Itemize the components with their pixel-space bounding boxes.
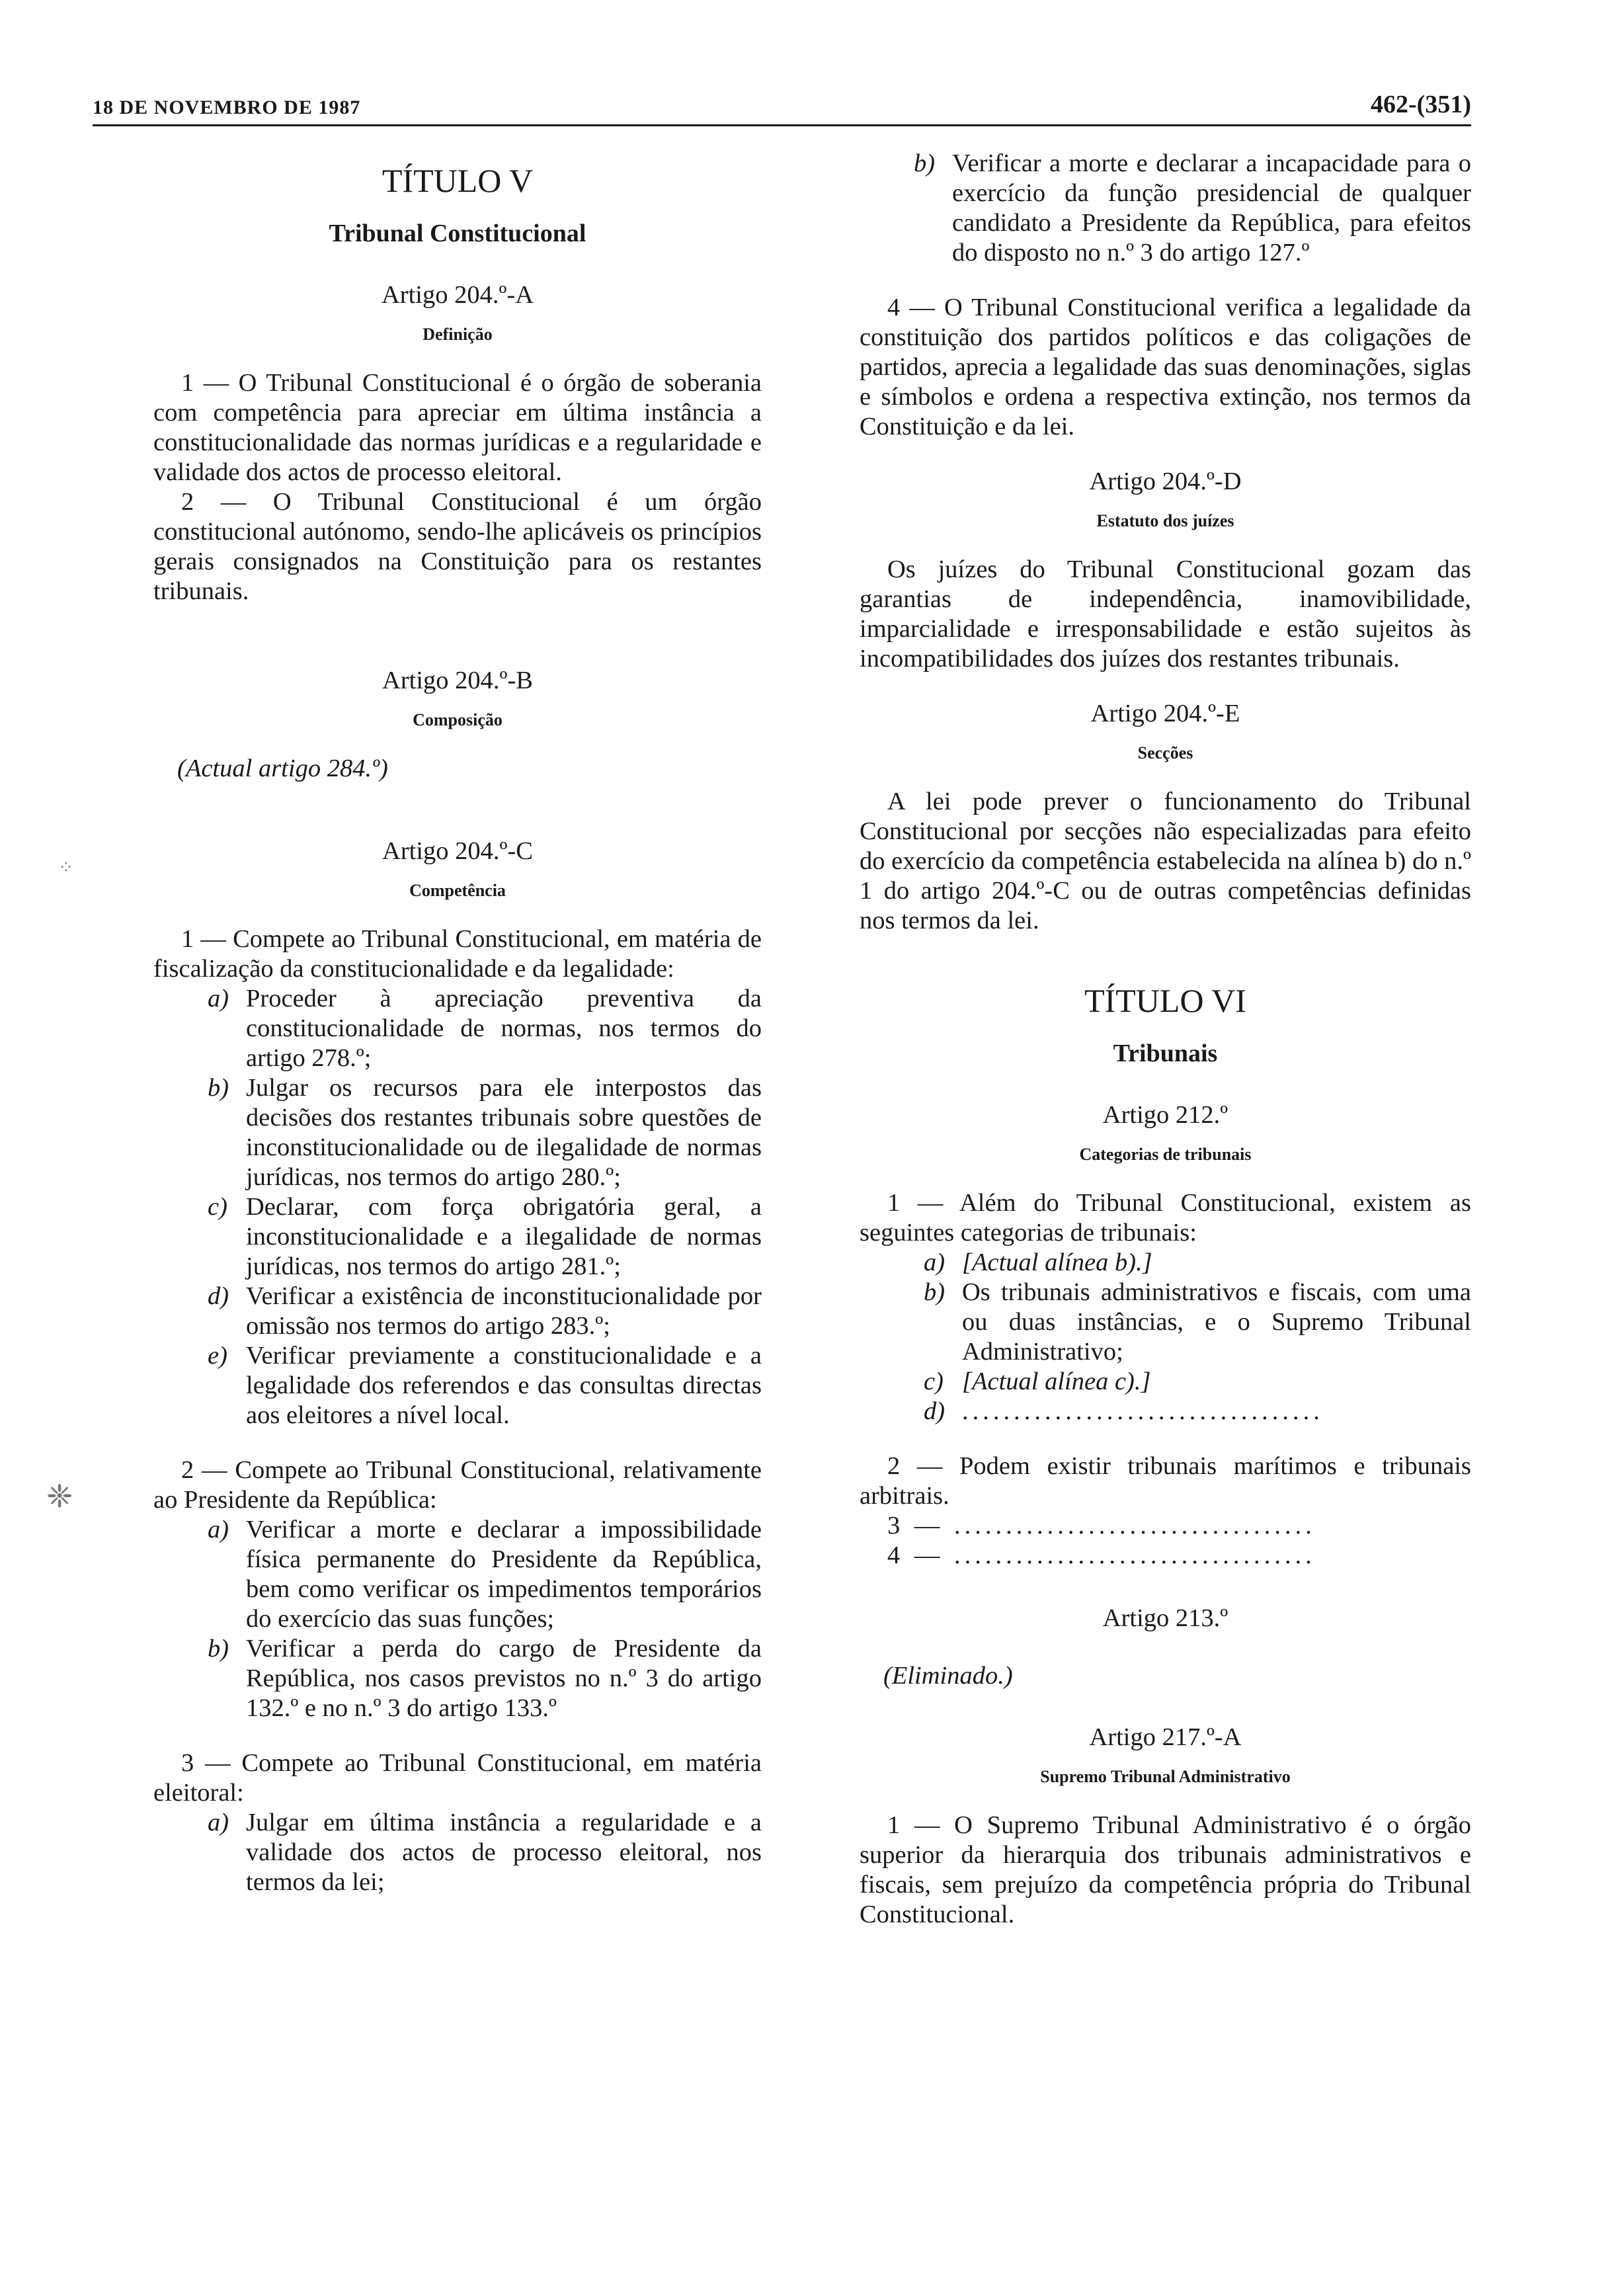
- artigo-212-heading: Artigo 212.º: [1102, 1101, 1228, 1129]
- artigo-204a-heading: Artigo 204.º-A: [381, 281, 534, 309]
- artigo-217a-epigrafe: Supremo Tribunal Administrativo: [1040, 1767, 1291, 1786]
- artigo-204e-text: A lei pode prever o funcionamento do Tribunal Constitucional por secções não especializadas para efeito do exercício da competência estabelecida na alínea b) do n.º 1 do artigo 204.º-C ou de outras competências definidas nos termos da lei.: [860, 788, 1471, 934]
- artigo-212-n2: 2 — Podem existir tribunais marítimos e tribunais arbitrais.: [860, 1452, 1471, 1510]
- artigo-204d-heading: Artigo 204.º-D: [1089, 468, 1242, 495]
- artigo-204a-n2: 2 — O Tribunal Constitucional é um órgão constitucional autónomo, sendo-lhe aplicáveis os princípios gerais consignados na Constituição para os restantes tribunais.: [153, 488, 762, 605]
- list-item: [924, 1397, 1471, 1426]
- item-text: [Actual alínea b).]: [962, 1249, 1152, 1276]
- list-item: [208, 1073, 762, 1192]
- item-label: b): [924, 1278, 945, 1306]
- item-label: d): [924, 1397, 945, 1425]
- list-item: [208, 984, 762, 1073]
- list-item: [208, 1634, 762, 1723]
- artigo-204d-epigrafe: Estatuto dos juízes: [1096, 511, 1234, 530]
- item-text: Declarar, com força obrigatória geral, a inconstitucionalidade e a ilegalidade de normas jurídicas, nos termos do artigo 281.º;: [246, 1193, 762, 1280]
- item-label: b): [208, 1635, 229, 1662]
- item-text: ...................................: [962, 1397, 1324, 1425]
- titulo-v-heading: TÍTULO V: [382, 162, 534, 199]
- item-label: a): [924, 1249, 945, 1276]
- list-item: [924, 1248, 1471, 1278]
- page-header: [93, 85, 1471, 126]
- left-column: [153, 149, 762, 1897]
- artigo-212-n4: 4 — ...................................: [887, 1541, 1316, 1569]
- titulo-vi-subtitle: Tribunais: [1113, 1040, 1218, 1067]
- list-item: [924, 1278, 1471, 1367]
- item-text: [Actual alínea c).]: [962, 1368, 1151, 1395]
- item-label: c): [924, 1368, 944, 1395]
- artigo-204b-heading: Artigo 204.º-B: [382, 667, 533, 694]
- item-text: Verificar a morte e declarar a incapacidade para o exercício da função presidencial de qualquer candidato a Presidente da República, para efeitos do disposto no n.º 3 do artigo 127.º: [952, 149, 1471, 266]
- artigo-204c-n2-list: [153, 1515, 762, 1723]
- artigo-204a-n1: 1 — O Tribunal Constitucional é o órgão de soberania com competência para apreciar em última instância a constitucionalidade das normas jurídicas e a regularidade e validade dos actos de processo eleitoral.: [153, 369, 762, 486]
- item-text: Verificar a morte e declarar a impossibilidade física permanente do Presidente da República, bem como verificar os impedimentos temporários do exercício das suas funções;: [246, 1516, 762, 1633]
- item-label: b): [914, 149, 936, 177]
- item-label: c): [208, 1193, 227, 1221]
- artigo-213-note: (Eliminado.): [883, 1662, 1013, 1690]
- page-number: 462-(351): [1371, 91, 1471, 118]
- artigo-204e-heading: Artigo 204.º-E: [1090, 700, 1240, 727]
- item-label: a): [208, 1809, 229, 1836]
- artigo-204a-epigrafe: Definição: [422, 325, 493, 344]
- artigo-204c-n4: 4 — O Tribunal Constitucional verifica a legalidade da constituição dos partidos políticos e das coligações de partidos, aprecia a legalidade das suas denominações, siglas e símbolos e ordena a respectiva extinção, nos termos da Constituição e da lei.: [860, 294, 1471, 440]
- list-item: [914, 149, 1471, 268]
- item-text: Proceder à apreciação preventiva da constitucionalidade de normas, nos termos do artigo 278.º;: [246, 985, 762, 1072]
- artigo-212-n3: 3 — ...................................: [887, 1512, 1316, 1539]
- item-text: Julgar em última instância a regularidade e a validade dos actos de processo eleitoral, nos termos da lei;: [246, 1809, 762, 1896]
- artigo-212-epigrafe: Categorias de tribunais: [1079, 1145, 1252, 1164]
- titulo-v-subtitle: Tribunal Constitucional: [329, 220, 586, 247]
- scan-speck: ⁘: [58, 858, 74, 878]
- item-text: Os tribunais administrativos e fiscais, com uma ou duas instâncias, e o Supremo Tribunal Administrativo;: [962, 1278, 1471, 1366]
- list-item: [208, 1808, 762, 1897]
- artigo-217a-heading: Artigo 217.º-A: [1089, 1723, 1242, 1751]
- list-item: [208, 1341, 762, 1430]
- list-item: [924, 1367, 1471, 1397]
- header-date: 18 DE NOVEMBRO DE 1987: [93, 97, 361, 118]
- artigo-204c-n3-list: [153, 1808, 762, 1897]
- item-text: Verificar previamente a constitucionalidade e a legalidade dos referendos e das consultas directas aos eleitores a nível local.: [246, 1342, 762, 1429]
- artigo-204c-n3-list-continued: [860, 149, 1471, 268]
- item-label: d): [208, 1282, 229, 1310]
- right-column: [860, 149, 1471, 1930]
- item-label: b): [208, 1074, 229, 1102]
- item-label: e): [208, 1342, 227, 1370]
- item-text: Julgar os recursos para ele interpostos das decisões dos restantes tribunais sobre questões de inconstitucionalidade ou de ilegalidade de normas jurídicas, nos termos do artigo 280.º;: [246, 1074, 762, 1191]
- artigo-212-n1-list: [860, 1248, 1471, 1426]
- artigo-204c-n1: 1 — Compete ao Tribunal Constitucional, em matéria de fiscalização da constitucionalidade e da legalidade:: [153, 925, 762, 983]
- artigo-212-n1: 1 — Além do Tribunal Constitucional, existem as seguintes categorias de tribunais:: [860, 1189, 1471, 1247]
- titulo-vi-heading: TÍTULO VI: [1084, 982, 1246, 1019]
- scan-speck: ❈: [46, 1479, 73, 1514]
- artigo-204c-n3: 3 — Compete ao Tribunal Constitucional, em matéria eleitoral:: [153, 1749, 762, 1807]
- artigo-213-heading: Artigo 213.º: [1102, 1604, 1228, 1632]
- artigo-204d-text: Os juízes do Tribunal Constitucional gozam das garantias de independência, inamovibilidade, imparcialidade e irresponsabilidade e estão sujeitos às incompatibilidades dos juízes dos restantes tribunais.: [860, 555, 1471, 673]
- artigo-204b-note: (Actual artigo 284.º): [177, 755, 388, 782]
- artigo-204c-n1-list: [153, 984, 762, 1430]
- list-item: [208, 1192, 762, 1282]
- item-text: Verificar a existência de inconstitucionalidade por omissão nos termos do artigo 283.º;: [246, 1282, 762, 1340]
- artigo-204e-epigrafe: Secções: [1137, 743, 1193, 762]
- artigo-204b-epigrafe: Composição: [413, 710, 502, 729]
- list-item: [208, 1282, 762, 1341]
- artigo-217a-n1: 1 — O Supremo Tribunal Administrativo é o órgão superior da hierarquia dos tribunais administrativos e fiscais, sem prejuízo da competência própria do Tribunal Constitucional.: [860, 1811, 1471, 1928]
- artigo-204c-heading: Artigo 204.º-C: [382, 837, 533, 865]
- item-label: a): [208, 1516, 229, 1543]
- artigo-204c-n2: 2 — Compete ao Tribunal Constitucional, relativamente ao Presidente da República:: [153, 1456, 762, 1514]
- item-text: Verificar a perda do cargo de Presidente da República, nos casos previstos no n.º 3 do artigo 132.º e no n.º 3 do artigo 133.º: [246, 1635, 762, 1722]
- list-item: [208, 1515, 762, 1634]
- item-label: a): [208, 985, 229, 1012]
- artigo-204c-epigrafe: Competência: [409, 881, 506, 900]
